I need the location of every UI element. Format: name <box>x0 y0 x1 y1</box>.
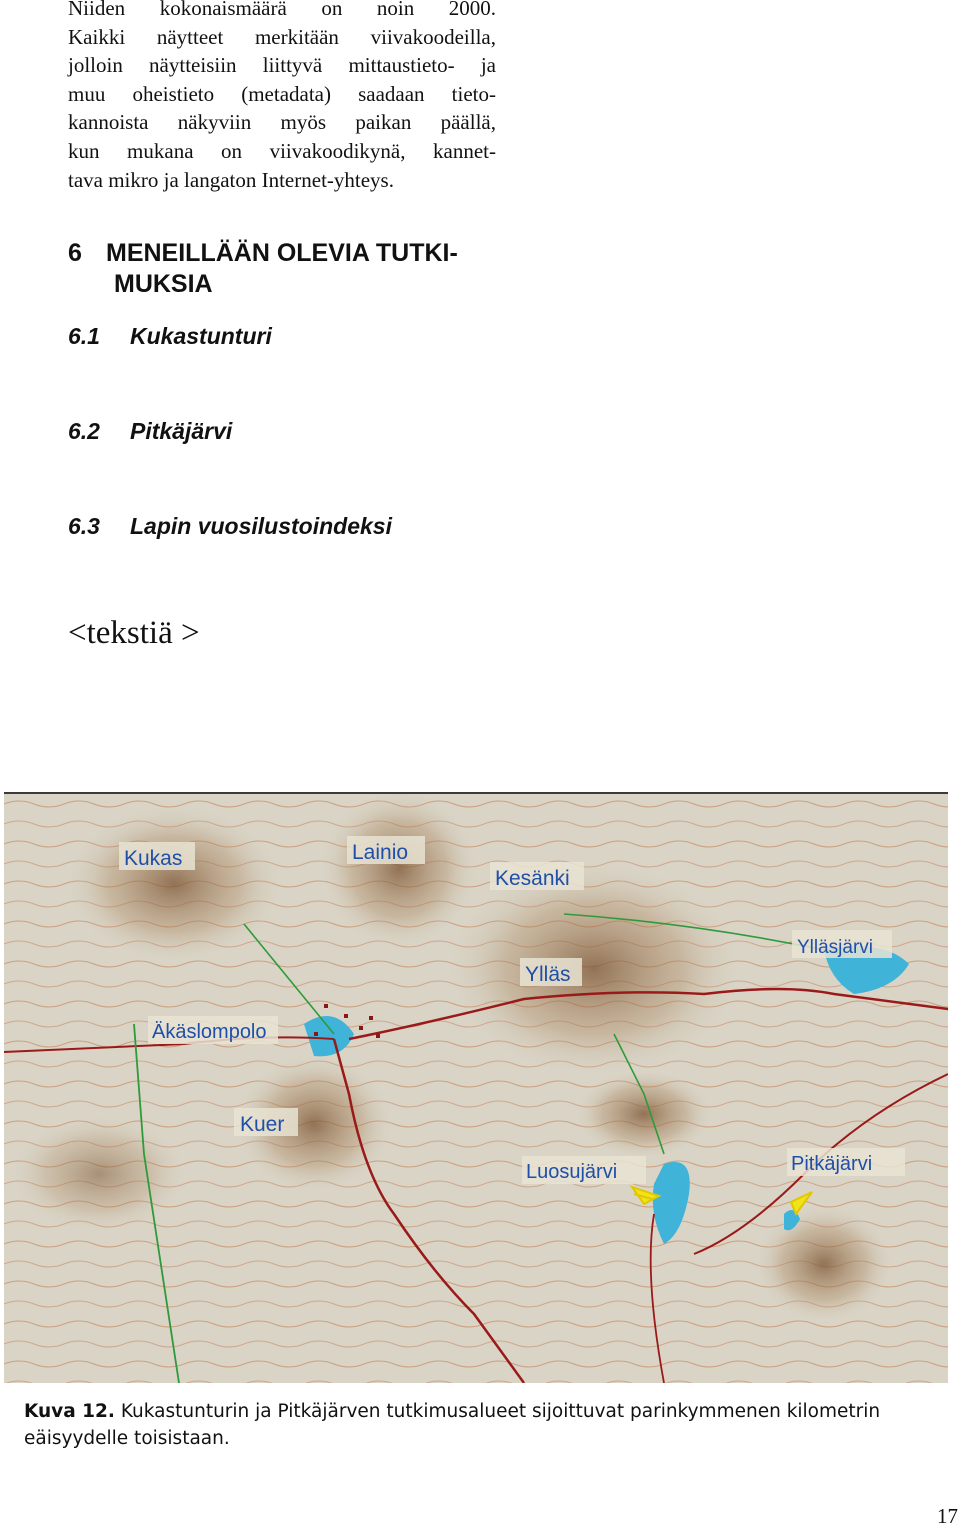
body-line: muu oheistieto (metadata) saadaan tieto- <box>68 81 496 106</box>
body-line: Kaikki näytteet merkitään viivakoodeilla, <box>68 24 496 49</box>
map-label-text: Luosujärvi <box>526 1161 618 1183</box>
map-label-text: Ylläs <box>525 963 571 986</box>
map-label-lainio <box>347 836 425 864</box>
map-label-text: Äkäslompolo <box>152 1021 267 1043</box>
subsection-heading <box>68 323 272 350</box>
placeholder-text: <tekstiä > <box>68 615 200 651</box>
map-label-text: Kukas <box>124 847 183 870</box>
page-number: 17 <box>937 1504 958 1528</box>
map-label-text: Lainio <box>352 841 409 864</box>
map-label-kukas <box>119 842 195 870</box>
map-label-luosujarvi <box>522 1156 646 1184</box>
terrain-map-figure <box>4 792 948 1385</box>
hill-yllas <box>444 859 744 1079</box>
map-label-text: Kesänki <box>495 867 570 890</box>
subsection-number: 6.3 <box>68 513 100 539</box>
map-label-yllasjarvi <box>792 930 892 958</box>
section-number: 6 <box>68 239 82 267</box>
hill-east <box>754 1204 894 1324</box>
section-heading <box>68 238 458 300</box>
body-line: jolloin näytteisiin liittyvä mittaustieto- ja <box>68 53 496 78</box>
subsection-title: Kukastunturi <box>130 323 272 349</box>
figure-caption <box>24 1398 924 1452</box>
map-label-kuer <box>234 1108 298 1136</box>
body-line: kannoista näkyviin myös paikan päällä, <box>68 110 496 135</box>
body-paragraph <box>68 0 496 194</box>
body-line: tava mikro ja langaton Internet-yhteys. <box>68 167 394 192</box>
subsection-title: Pitkäjärvi <box>130 418 233 444</box>
map-label-text: Ylläsjärvi <box>797 937 874 958</box>
body-line: kun mukana on viivakoodikynä, kannet- <box>68 138 496 163</box>
map-label-kesanki <box>490 862 584 890</box>
hill-west <box>9 1114 189 1234</box>
terrain-map <box>4 794 948 1383</box>
map-label-akaslompolo <box>148 1016 278 1044</box>
subsection-number: 6.1 <box>68 323 100 349</box>
subsection-heading <box>68 513 392 540</box>
body-line: Niiden kokonaismäärä on noin 2000. <box>68 0 496 20</box>
section-title-line1: MENEILLÄÄN OLEVIA TUTKI- <box>106 239 458 267</box>
section-title-line2: MUKSIA <box>114 270 213 298</box>
hill-south <box>574 1069 714 1159</box>
hill-lainio <box>319 794 479 949</box>
caption-label: Kuva 12. <box>24 1401 115 1422</box>
subsection-title: Lapin vuosilustoindeksi <box>130 513 392 539</box>
subsection-number: 6.2 <box>68 418 100 444</box>
map-label-text: Kuer <box>240 1113 285 1136</box>
map-label-yllas <box>520 958 582 986</box>
map-label-pitkajarvi <box>787 1148 905 1176</box>
hill-kukas <box>64 804 284 964</box>
map-label-text: Pitkäjärvi <box>791 1153 873 1175</box>
caption-text: Kukastunturin ja Pitkäjärven tutkimusalueet sijoittuvat parinkymmenen kilometrin eäisyydelle toisistaan. <box>24 1401 881 1449</box>
subsection-heading <box>68 418 232 445</box>
